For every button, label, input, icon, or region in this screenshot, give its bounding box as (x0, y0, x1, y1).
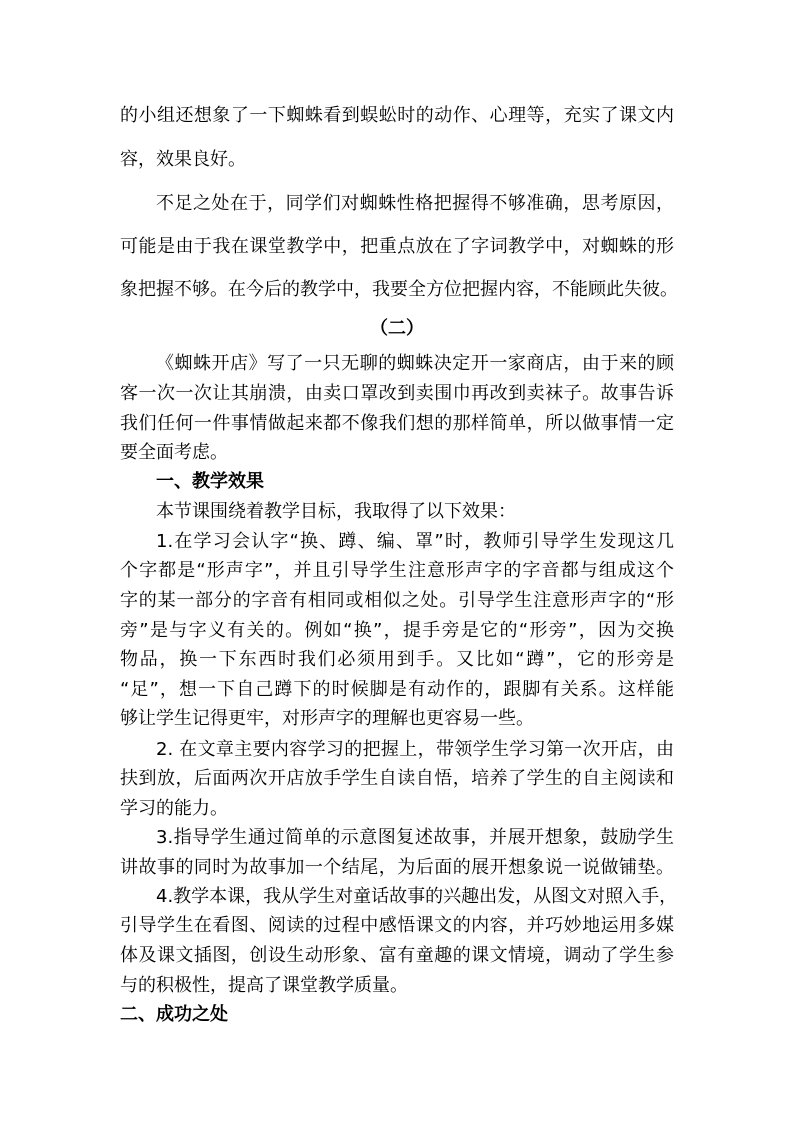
list-item-line: 物品，换一下东西时我们必须用到手。又比如“蹲”，它的形旁是 (120, 649, 674, 670)
paragraph-line: 不足之处在于，同学们对蜘蛛性格把握得不够准确，思考原因， (156, 193, 674, 214)
paragraph-line: 《蜘蛛开店》写了一只无聊的蜘蛛决定开一家商店，由于来的顾 (156, 353, 674, 374)
paragraph-line: 的小组还想象了一下蜘蛛看到蜈蚣时的动作、心理等，充实了课文内 (120, 105, 674, 126)
list-item-line: 够让学生记得更牢，对形声字的理解也更容易一些。 (120, 708, 534, 729)
list-item-line: 4.教学本课，我从学生对童话故事的兴趣出发，从图文对照入手， (156, 886, 678, 907)
list-item-line: 2. 在文章主要内容学习的把握上，带领学生学习第一次开店，由 (156, 739, 674, 760)
list-item-line: 扶到放，后面两次开店放手学生自读自悟，培养了学生的自主阅读和 (120, 768, 674, 789)
list-item-line: 3.指导学生通过简单的示意图复述故事，并展开想象，鼓励学生 (156, 827, 674, 848)
heading-success: 二、成功之处 (120, 1004, 228, 1025)
list-item-line: 个字都是“形声字”，并且引导学生注意形声字的字音都与组成这个 (120, 560, 674, 581)
paragraph-line: 要全面考虑。 (120, 442, 228, 463)
list-item-line: 与的积极性，提高了课堂教学质量。 (120, 975, 408, 996)
list-item-line: 字的某一部分的字音有相同或相似之处。引导学生注意形声字的“形 (120, 590, 674, 611)
paragraph-line: 可能是由于我在课堂教学中，把重点放在了字词教学中，对蜘蛛的形 (120, 236, 674, 257)
section-title: （二） (370, 318, 424, 339)
paragraph-line: 容，效果良好。 (120, 149, 246, 170)
list-item-line: 体及课文插图，创设生动形象、富有童趣的课文情境，调动了学生参 (120, 945, 674, 966)
paragraph-line: 客一次一次让其崩溃，由卖口罩改到卖围巾再改到卖袜子。故事告诉 (120, 383, 674, 404)
heading-teaching-effect: 一、教学效果 (156, 471, 264, 492)
list-item-line: 学习的能力。 (120, 798, 228, 819)
paragraph-line: 我们任何一件事情做起来都不像我们想的那样简单，所以做事情一定 (120, 413, 674, 434)
list-item-line: “足”，想一下自己蹲下的时候脚是有动作的，跟脚有关系。这样能 (120, 679, 674, 700)
list-item-line: 1.在学习会认字“换、蹲、编、罩”时，教师引导学生发现这几 (156, 531, 674, 552)
list-item-line: 引导学生在看图、阅读的过程中感悟课文的内容，并巧妙地运用多媒 (120, 915, 674, 936)
list-item-line: 讲故事的同时为故事加一个结尾，为后面的展开想象说一说做铺垫。 (120, 857, 674, 878)
paragraph-line: 象把握不够。在今后的教学中，我要全方位把握内容，不能顾此失彼。 (120, 279, 678, 300)
list-item-line: 旁”是与字义有关的。例如“换”，提手旁是它的“形旁”，因为交换 (120, 620, 674, 641)
intro-line: 本节课围绕着教学目标，我取得了以下效果： (156, 501, 516, 522)
